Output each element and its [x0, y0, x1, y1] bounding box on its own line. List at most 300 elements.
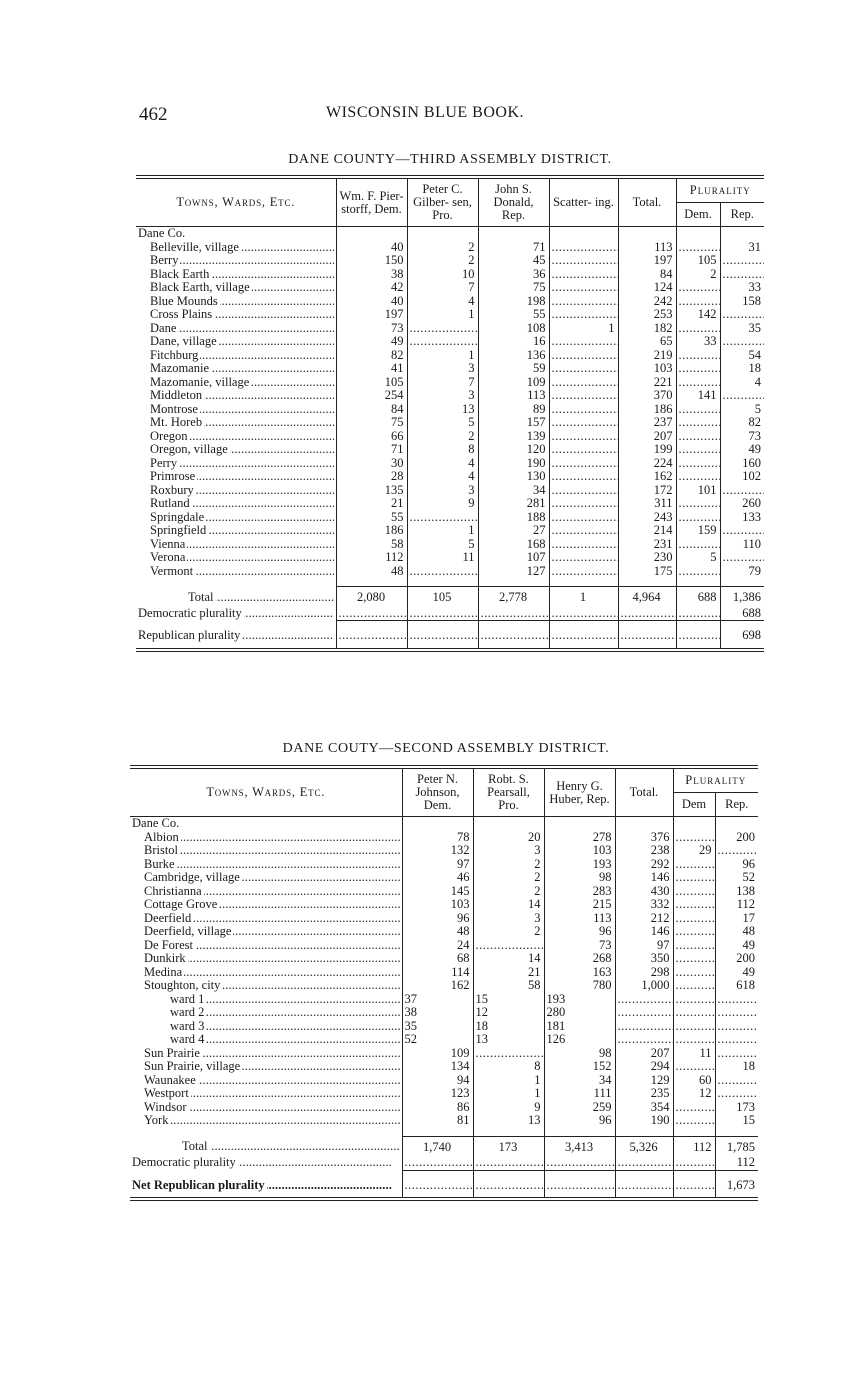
vote-cell: 68	[402, 952, 473, 966]
town-name: Stoughton, city . . .	[130, 979, 402, 993]
vote-cell: 54	[720, 349, 764, 363]
town-name: Rutland . . .	[136, 497, 336, 511]
vote-cell: 281	[478, 497, 549, 511]
vote-cell: 38	[336, 268, 407, 282]
vote-cell: 157	[478, 416, 549, 430]
vote-cell: 24	[402, 939, 473, 953]
empty-cell	[478, 227, 549, 241]
county-row	[130, 817, 758, 831]
vote-cell: 181	[544, 1020, 615, 1034]
empty-cell	[673, 952, 715, 966]
vote-cell: 207	[615, 1047, 673, 1061]
table-row	[130, 1114, 758, 1128]
table-row	[130, 912, 758, 926]
vote-cell: 108	[478, 322, 549, 336]
spacer-row	[130, 1192, 758, 1199]
table-row	[136, 511, 764, 525]
vote-cell: 15	[473, 993, 544, 1007]
empty-cell	[618, 227, 676, 241]
total-cell: 112	[673, 1136, 715, 1156]
vote-cell: 9	[407, 497, 478, 511]
empty-cell	[336, 607, 407, 621]
vote-cell: 129	[615, 1074, 673, 1088]
vote-cell: 11	[407, 551, 478, 565]
empty-cell	[549, 430, 618, 444]
vote-cell: 172	[618, 484, 676, 498]
total-header: Total.	[615, 767, 673, 817]
empty-cell	[676, 349, 720, 363]
vote-cell: 46	[402, 871, 473, 885]
empty-cell	[618, 629, 676, 643]
empty-cell	[402, 817, 473, 831]
vote-cell: 127	[478, 565, 549, 579]
vote-cell: 2	[473, 871, 544, 885]
town-name: Oregon, village . . .	[136, 443, 336, 457]
vote-cell: 1	[407, 524, 478, 538]
vote-cell: 15	[715, 1114, 758, 1128]
table-row	[130, 1047, 758, 1061]
vote-cell: 126	[544, 1033, 615, 1047]
vote-cell: 235	[615, 1087, 673, 1101]
candidate-header: Henry G. Huber, Rep.	[544, 767, 615, 817]
empty-cell	[673, 1156, 715, 1170]
vote-cell: 219	[618, 349, 676, 363]
empty-cell	[676, 511, 720, 525]
empty-cell	[720, 335, 764, 349]
vote-cell: 82	[336, 349, 407, 363]
vote-cell: 79	[720, 565, 764, 579]
vote-cell: 141	[676, 389, 720, 403]
vote-cell: 109	[478, 376, 549, 390]
vote-cell: 146	[615, 925, 673, 939]
candidate-header: John S. Donald, Rep.	[478, 177, 549, 227]
spacer-row	[130, 1128, 758, 1137]
table-row	[136, 524, 764, 538]
vote-cell: 259	[544, 1101, 615, 1115]
table-row	[130, 979, 758, 993]
dem-plurality-row	[136, 607, 764, 621]
empty-cell	[673, 979, 715, 993]
empty-cell	[549, 565, 618, 579]
vote-cell: 89	[478, 403, 549, 417]
vote-cell: 1	[473, 1087, 544, 1101]
vote-cell: 130	[478, 470, 549, 484]
dem-plurality-label: Democratic plurality . . .	[136, 607, 336, 621]
vote-cell: 3	[407, 389, 478, 403]
empty-cell	[549, 443, 618, 457]
vote-cell: 96	[544, 1114, 615, 1128]
vote-cell: 45	[478, 254, 549, 268]
empty-cell	[549, 376, 618, 390]
towns-header: Towns, Wards, Etc.	[136, 177, 336, 227]
vote-cell: 103	[544, 844, 615, 858]
town-name: Springfield . . .	[136, 524, 336, 538]
vote-cell: 186	[618, 403, 676, 417]
empty-cell	[673, 993, 715, 1007]
vote-cell: 150	[336, 254, 407, 268]
vote-cell: 198	[478, 295, 549, 309]
vote-cell: 173	[715, 1101, 758, 1115]
table-row	[136, 349, 764, 363]
empty-cell	[549, 268, 618, 282]
vote-cell: 159	[676, 524, 720, 538]
rep-header: Rep.	[715, 793, 758, 817]
vote-cell: 254	[336, 389, 407, 403]
vote-cell: 65	[618, 335, 676, 349]
vote-cell: 5	[407, 538, 478, 552]
empty-cell	[615, 1179, 673, 1193]
empty-cell	[407, 511, 478, 525]
empty-cell	[618, 607, 676, 621]
rep-plurality-label: Net Republican plurality . . .	[130, 1179, 402, 1193]
vote-cell: 242	[618, 295, 676, 309]
empty-cell	[676, 227, 720, 241]
town-name: ward 4 . . .	[130, 1033, 402, 1047]
vote-cell: 200	[715, 831, 758, 845]
empty-cell	[336, 629, 407, 643]
empty-cell	[673, 912, 715, 926]
town-name: De Forest . . .	[130, 939, 402, 953]
dem-header: Dem	[673, 793, 715, 817]
vote-cell: 105	[676, 254, 720, 268]
table-row	[130, 831, 758, 845]
table-row	[136, 430, 764, 444]
candidate-header: Robt. S. Pearsall, Pro.	[473, 767, 544, 817]
empty-cell	[549, 295, 618, 309]
empty-cell	[715, 993, 758, 1007]
vote-cell: 30	[336, 457, 407, 471]
vote-cell: 238	[615, 844, 673, 858]
table-row	[136, 457, 764, 471]
empty-cell	[676, 443, 720, 457]
town-name: Roxbury . . .	[136, 484, 336, 498]
empty-cell	[407, 227, 478, 241]
town-name: ward 1 . . .	[130, 993, 402, 1007]
vote-cell: 18	[473, 1020, 544, 1034]
vote-cell: 283	[544, 885, 615, 899]
vote-cell: 48	[402, 925, 473, 939]
vote-cell: 136	[478, 349, 549, 363]
town-name: Fitchburg . . .	[136, 349, 336, 363]
vote-cell: 97	[402, 858, 473, 872]
table-row	[130, 885, 758, 899]
total-cell: 105	[407, 587, 478, 607]
vote-cell: 12	[673, 1087, 715, 1101]
empty-cell	[549, 335, 618, 349]
empty-cell	[673, 1179, 715, 1193]
vote-cell: 60	[673, 1074, 715, 1088]
empty-cell	[402, 1179, 473, 1193]
vote-cell: 138	[715, 885, 758, 899]
empty-cell	[715, 1006, 758, 1020]
table-row	[130, 898, 758, 912]
vote-cell: 1	[407, 349, 478, 363]
vote-cell: 158	[720, 295, 764, 309]
empty-cell	[676, 376, 720, 390]
vote-cell: 152	[544, 1060, 615, 1074]
table-row	[130, 1074, 758, 1088]
vote-cell: 75	[336, 416, 407, 430]
empty-cell	[676, 403, 720, 417]
empty-cell	[673, 858, 715, 872]
vote-cell: 58	[473, 979, 544, 993]
vote-cell: 120	[478, 443, 549, 457]
vote-cell: 84	[618, 268, 676, 282]
vote-cell: 82	[720, 416, 764, 430]
vote-cell: 7	[407, 376, 478, 390]
vote-cell: 35	[720, 322, 764, 336]
vote-cell: 190	[478, 457, 549, 471]
vote-cell: 41	[336, 362, 407, 376]
dem-plurality-value: 688	[720, 607, 764, 621]
vote-cell: 7	[407, 281, 478, 295]
vote-cell: 98	[544, 1047, 615, 1061]
empty-cell	[615, 1020, 673, 1034]
vote-cell: 200	[715, 952, 758, 966]
vote-cell: 12	[473, 1006, 544, 1020]
vote-cell: 224	[618, 457, 676, 471]
vote-cell: 3	[473, 844, 544, 858]
total-cell: 2,080	[336, 587, 407, 607]
vote-cell: 163	[544, 966, 615, 980]
vote-cell: 111	[544, 1087, 615, 1101]
vote-cell: 280	[544, 1006, 615, 1020]
vote-cell: 49	[715, 939, 758, 953]
vote-cell: 113	[618, 241, 676, 255]
candidate-header: Wm. F. Pier- storff, Dem.	[336, 177, 407, 227]
vote-cell: 221	[618, 376, 676, 390]
town-name: Albion . . .	[130, 831, 402, 845]
vote-cell: 86	[402, 1101, 473, 1115]
vote-cell: 81	[402, 1114, 473, 1128]
vote-cell: 2	[407, 254, 478, 268]
vote-cell: 332	[615, 898, 673, 912]
total-cell: 1,386	[720, 587, 764, 607]
vote-cell: 18	[720, 362, 764, 376]
table-row	[130, 925, 758, 939]
vote-cell: 2	[473, 885, 544, 899]
vote-cell: 260	[720, 497, 764, 511]
empty-cell	[720, 484, 764, 498]
town-name: ward 3 . . .	[130, 1020, 402, 1034]
empty-cell	[673, 898, 715, 912]
empty-cell	[407, 322, 478, 336]
total-cell: 1	[549, 587, 618, 607]
vote-cell: 142	[676, 308, 720, 322]
table-row	[130, 871, 758, 885]
vote-cell: 145	[402, 885, 473, 899]
vote-cell: 34	[544, 1074, 615, 1088]
town-name: Perry . . .	[136, 457, 336, 471]
vote-cell: 35	[402, 1020, 473, 1034]
vote-cell: 109	[402, 1047, 473, 1061]
vote-cell: 214	[618, 524, 676, 538]
vote-cell: 190	[615, 1114, 673, 1128]
vote-cell: 38	[402, 1006, 473, 1020]
vote-cell: 618	[715, 979, 758, 993]
empty-cell	[478, 607, 549, 621]
empty-cell	[673, 1101, 715, 1115]
empty-cell	[549, 511, 618, 525]
table-row	[136, 403, 764, 417]
town-name: Dane, village . . .	[136, 335, 336, 349]
vote-cell: 73	[720, 430, 764, 444]
vote-cell: 139	[478, 430, 549, 444]
vote-cell: 237	[618, 416, 676, 430]
empty-cell	[676, 295, 720, 309]
town-name: Deerfield . . .	[130, 912, 402, 926]
vote-cell: 73	[336, 322, 407, 336]
vote-cell: 175	[618, 565, 676, 579]
vote-cell: 134	[402, 1060, 473, 1074]
total-cell: 4,964	[618, 587, 676, 607]
vote-cell: 84	[336, 403, 407, 417]
total-cell: 1,740	[402, 1136, 473, 1156]
vote-cell: 182	[618, 322, 676, 336]
vote-cell: 2	[473, 925, 544, 939]
table-row	[136, 484, 764, 498]
vote-cell: 36	[478, 268, 549, 282]
vote-cell: 113	[478, 389, 549, 403]
vote-cell: 66	[336, 430, 407, 444]
vote-cell: 29	[673, 844, 715, 858]
vote-cell: 11	[673, 1047, 715, 1061]
vote-cell: 298	[615, 966, 673, 980]
vote-cell: 107	[478, 551, 549, 565]
county-label: Dane Co.	[132, 816, 180, 830]
total-row	[136, 587, 764, 607]
table-row	[136, 322, 764, 336]
vote-cell: 102	[720, 470, 764, 484]
empty-cell	[715, 1020, 758, 1034]
total-label: Total . . .	[136, 587, 336, 607]
empty-cell	[676, 565, 720, 579]
towns-header: Towns, Wards, Etc.	[130, 767, 402, 817]
vote-cell: 37	[402, 993, 473, 1007]
empty-cell	[549, 497, 618, 511]
vote-cell: 97	[615, 939, 673, 953]
vote-cell: 133	[720, 511, 764, 525]
vote-cell: 1	[407, 308, 478, 322]
candidate-header: Scatter- ing.	[549, 177, 618, 227]
empty-cell	[473, 939, 544, 953]
vote-cell: 21	[473, 966, 544, 980]
vote-cell: 2	[473, 858, 544, 872]
vote-cell: 3	[473, 912, 544, 926]
page-number: 462	[139, 104, 168, 125]
vote-cell: 75	[478, 281, 549, 295]
vote-cell: 4	[720, 376, 764, 390]
empty-cell	[715, 817, 758, 831]
vote-cell: 33	[676, 335, 720, 349]
vote-cell: 8	[407, 443, 478, 457]
total-cell: 2,778	[478, 587, 549, 607]
vote-cell: 278	[544, 831, 615, 845]
town-name: Black Earth . . .	[136, 268, 336, 282]
vote-cell: 197	[336, 308, 407, 322]
table-row	[136, 470, 764, 484]
total-cell: 3,413	[544, 1136, 615, 1156]
table-row	[136, 335, 764, 349]
table-row	[136, 497, 764, 511]
table-row	[136, 565, 764, 579]
table-row	[130, 858, 758, 872]
vote-cell: 71	[478, 241, 549, 255]
table-row	[130, 966, 758, 980]
vote-cell: 292	[615, 858, 673, 872]
vote-cell: 13	[407, 403, 478, 417]
empty-cell	[549, 281, 618, 295]
vote-cell: 48	[715, 925, 758, 939]
running-header: WISCONSIN BLUE BOOK.	[326, 104, 524, 121]
empty-cell	[407, 335, 478, 349]
table-row	[136, 281, 764, 295]
empty-cell	[402, 1156, 473, 1170]
table-row	[136, 376, 764, 390]
empty-cell	[549, 484, 618, 498]
empty-cell	[676, 538, 720, 552]
empty-cell	[673, 1006, 715, 1020]
vote-cell: 48	[336, 565, 407, 579]
vote-cell: 14	[473, 952, 544, 966]
town-name: Vermont . . .	[136, 565, 336, 579]
total-cell: 173	[473, 1136, 544, 1156]
vote-cell: 98	[544, 871, 615, 885]
empty-cell	[473, 817, 544, 831]
rep-plurality-label: Republican plurality . . .	[136, 629, 336, 643]
empty-cell	[615, 1156, 673, 1170]
town-name: Cambridge, village . . .	[130, 871, 402, 885]
town-name: Cross Plains . . .	[136, 308, 336, 322]
vote-cell: 2	[676, 268, 720, 282]
vote-cell: 162	[402, 979, 473, 993]
town-name: Mt. Horeb . . .	[136, 416, 336, 430]
empty-cell	[720, 308, 764, 322]
vote-cell: 13	[473, 1114, 544, 1128]
vote-cell: 14	[473, 898, 544, 912]
empty-cell	[673, 1033, 715, 1047]
town-name: Montrose . . .	[136, 403, 336, 417]
town-name: Primrose . . .	[136, 470, 336, 484]
vote-cell: 2	[407, 241, 478, 255]
vote-cell: 9	[473, 1101, 544, 1115]
rep-plurality-row	[130, 1179, 758, 1193]
empty-cell	[478, 629, 549, 643]
empty-cell	[720, 268, 764, 282]
vote-cell: 33	[720, 281, 764, 295]
table-row	[130, 993, 758, 1007]
town-name: Mazomanie . . .	[136, 362, 336, 376]
vote-cell: 112	[336, 551, 407, 565]
empty-cell	[676, 470, 720, 484]
vote-cell: 18	[715, 1060, 758, 1074]
candidate-header: Peter N. Johnson, Dem.	[402, 767, 473, 817]
table-row	[136, 295, 764, 309]
table-row	[130, 844, 758, 858]
dem-plurality-label: Democratic plurality . . .	[130, 1156, 402, 1170]
table-row	[130, 1006, 758, 1020]
table-row	[130, 939, 758, 953]
vote-cell: 4	[407, 470, 478, 484]
town-name: Dunkirk . . .	[130, 952, 402, 966]
town-name: Medina . . .	[130, 966, 402, 980]
vote-cell: 188	[478, 511, 549, 525]
table-row	[136, 308, 764, 322]
rep-header: Rep.	[720, 203, 764, 227]
table2-title: DANE COUTY—SECOND ASSEMBLY DISTRICT.	[282, 741, 610, 756]
empty-cell	[473, 1156, 544, 1170]
vote-cell: 135	[336, 484, 407, 498]
